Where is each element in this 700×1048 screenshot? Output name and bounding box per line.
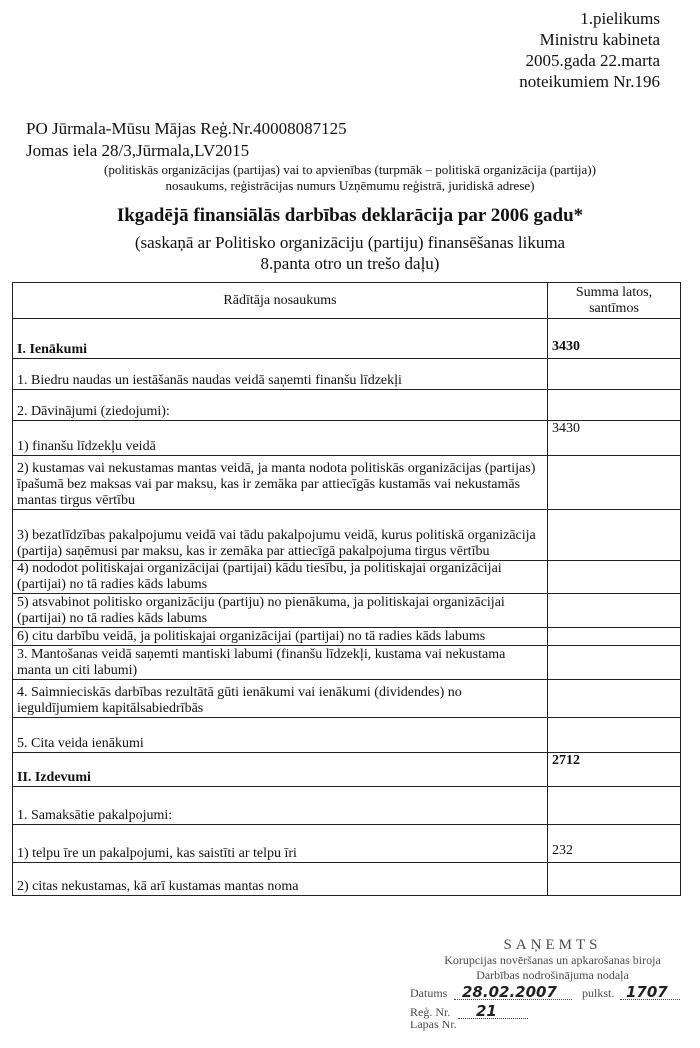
row-value [548, 787, 681, 825]
table-row [13, 319, 681, 359]
table-row [13, 646, 681, 680]
stamp-pages-row [410, 1021, 695, 1031]
table-row [13, 863, 681, 896]
row-label: 3) bezatlīdzības pakalpojumu veidā vai tādu pakalpojumu veidā, kurus politiskā organizācija (partija) saņēmusi par maksu, kas ir zemāka par attiecīgā pakalpojuma tirgus vērtību [13, 510, 548, 561]
annex-line: 1.pielikums [580, 9, 660, 28]
row-label: 4. Saimnieciskās darbības rezultātā gūti ienākumi vai ienākumi (dividendes) no ieguldījumiem kapitālsabiedrībās [13, 680, 548, 718]
stamp-reg-value: 21 [476, 1002, 497, 1020]
table-row [13, 628, 681, 646]
row-label: 1. Biedru naudas un iestāšanās naudas veidā saņemti finanšu līdzekļi [13, 359, 548, 390]
row-label: I. Ienākumi [13, 319, 548, 359]
stamp-date-label: Datums [410, 986, 448, 1000]
party-note-line: (politiskās organizācijas (partijas) vai to apvienības (turpmāk – politiskā organizācija (partija)) [104, 162, 596, 177]
stamp-time-value: 1707 [626, 983, 668, 1001]
party-info [26, 118, 347, 162]
table-row [13, 787, 681, 825]
row-label: 2. Dāvinājumi (ziedojumi): [13, 390, 548, 421]
document-subtitle [0, 232, 700, 274]
column-header-name: Rādītāja nosaukums [13, 283, 548, 319]
row-value: 232 [548, 825, 681, 863]
row-label: II. Izdevumi [13, 753, 548, 787]
stamp-reg-label: Reģ. Nr. [410, 1005, 451, 1019]
table-row [13, 753, 681, 787]
row-label: 2) kustamas vai nekustamas mantas veidā, ja manta nodota politiskās organizācijas (partijas) īpašumā bez maksas vai par maksu, kas ir zemāka par attiecīgās kustamās vai nekustamās mantas tirgus vērtību [13, 456, 548, 510]
annex-reference [519, 8, 660, 92]
row-value [548, 510, 681, 561]
received-stamp [410, 938, 695, 1031]
table-row [13, 390, 681, 421]
row-value [548, 594, 681, 628]
document-title: Ikgadējā finansiālās darbības deklarācija par 2006 gadu* [116, 205, 584, 226]
row-value: 3430 [548, 421, 681, 456]
row-value [548, 390, 681, 421]
table-row [13, 561, 681, 594]
stamp-date-row [410, 983, 695, 1002]
row-value [548, 718, 681, 753]
table-row [13, 594, 681, 628]
row-value [548, 628, 681, 646]
annex-line: 2005.gada 22.marta [525, 51, 660, 70]
subtitle-line: 8.panta otro un trešo daļu) [260, 254, 440, 273]
row-label: 1) telpu īre un pakalpojumi, kas saistīti ar telpu īri [13, 825, 548, 863]
row-label: 2) citas nekustamas, kā arī kustamas mantas noma [13, 863, 548, 896]
stamp-time-label: pulkst. [582, 986, 615, 1000]
table-row [13, 510, 681, 561]
stamp-date-value: 28.02.2007 [462, 983, 557, 1001]
annex-line: Ministru kabineta [539, 30, 660, 49]
stamp-reg-row [410, 1002, 695, 1021]
row-label: 6) citu darbību veidā, ja politiskajai organizācijai (partijai) no tā radies kāds labums [13, 628, 548, 646]
stamp-pages-label: Lapas Nr. [410, 1021, 457, 1031]
stamp-office: Korupcijas novēršanas un apkarošanas biroja [444, 953, 661, 967]
row-value: 2712 [548, 753, 681, 787]
row-value [548, 863, 681, 896]
stamp-department: Darbības nodrošinājuma nodaļa [476, 968, 629, 982]
row-value [548, 680, 681, 718]
row-label: 3. Mantošanas veidā saņemti mantiski labumi (finanšu līdzekļi, kustama vai nekustama manta un citi labumi) [13, 646, 548, 680]
party-name: PO Jūrmala-Mūsu Mājas Reģ.Nr.40008087125 [26, 119, 347, 138]
subtitle-line: (saskaņā ar Politisko organizāciju (partiju) finansēšanas likuma [134, 233, 566, 252]
table-row [13, 825, 681, 863]
row-label: 4) nododot politiskajai organizācijai (partijai) kādu tiesību, ja politiskajai organizācijai (partijai) no tā radies kāds labums [13, 561, 548, 594]
table-row [13, 421, 681, 456]
party-explanation [0, 162, 700, 194]
table-row [13, 456, 681, 510]
party-address: Jomas iela 28/3,Jūrmala,LV2015 [26, 141, 250, 160]
row-label: 5. Cita veida ienākumi [13, 718, 548, 753]
table-row [13, 680, 681, 718]
row-label: 1. Samaksātie pakalpojumi: [13, 787, 548, 825]
row-value [548, 456, 681, 510]
row-value [548, 359, 681, 390]
row-value [548, 646, 681, 680]
row-label: 1) finanšu līdzekļu veidā [13, 421, 548, 456]
row-value: 3430 [548, 319, 681, 359]
declaration-table [12, 282, 681, 896]
table-header-row [13, 283, 681, 319]
table-row [13, 718, 681, 753]
row-value [548, 561, 681, 594]
party-note-line: nosaukums, reģistrācijas numurs Uzņēmumu reģistrā, juridiskā adrese) [165, 178, 535, 193]
stamp-title: SAŅEMTS [503, 937, 602, 953]
row-label: 5) atsvabinot politisko organizāciju (partiju) no pienākuma, ja politiskajai organizācijai (partijai) no tā radies kāds labums [13, 594, 548, 628]
column-header-sum: Summa latos, santīmos [548, 283, 681, 319]
table-row [13, 359, 681, 390]
annex-line: noteikumiem Nr.196 [519, 72, 660, 91]
